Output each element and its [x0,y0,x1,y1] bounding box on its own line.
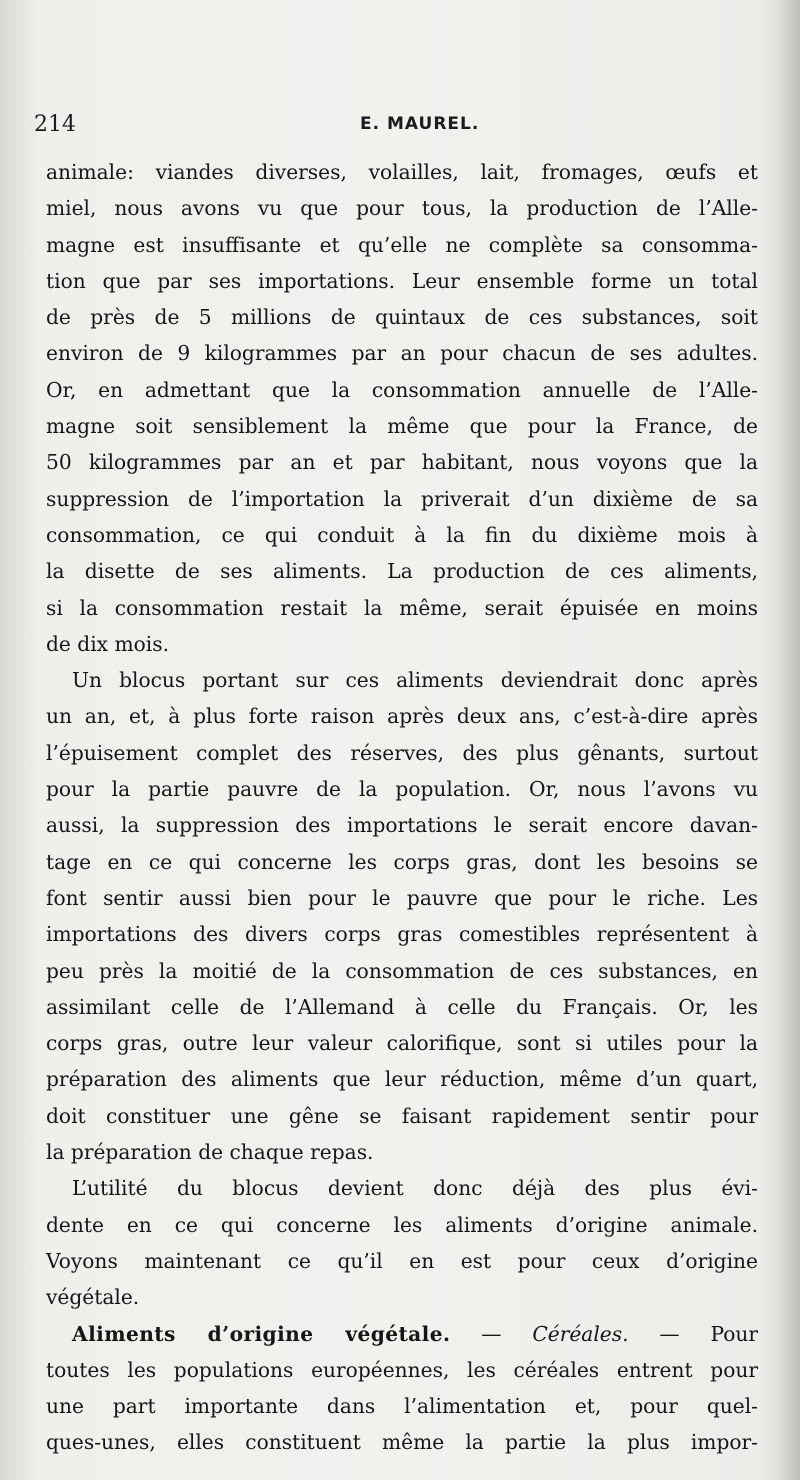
text-line: toutes les populations européennes, les céréales entrent pour [46,1357,758,1382]
text-line: tage en ce qui concerne les corps gras, dont les besoins se [46,849,758,874]
text-line: la préparation de chaque repas. [46,1140,374,1165]
section-heading-rest: Pour [710,1321,759,1346]
text-line: environ de 9 kilogrammes par an pour chacun de ses adultes. [46,341,758,366]
text-line: L’utilité du blocus devient donc déjà des plus évi- [72,1176,758,1201]
text-line: Or, en admettant que la consommation annuelle de l’Alle- [46,377,758,402]
text-line: préparation des aliments que leur réduction, même d’un quart, [46,1067,758,1092]
body-text [46,154,758,1461]
text-line: 50 kilogrammes par an et par habitant, nous voyons que la [46,450,758,475]
text-line: Un blocus portant sur ces aliments deviendrait donc après [72,668,758,693]
section-heading-title: Aliments d’origine végétale. [72,1321,451,1346]
text-line: la disette de ses aliments. La production de ces aliments, [46,559,758,584]
text-line: magne est insuffisante et qu’elle ne complète sa consomma- [46,232,758,257]
text-line: doit constituer une gêne se faisant rapidement sentir pour [46,1103,758,1128]
section-heading-line [46,1316,758,1352]
page-header [34,112,754,142]
text-line: importations des divers corps gras comestibles représentent à [46,922,758,947]
text-line: végétale. [46,1285,140,1310]
text-line: Voyons maintenant ce qu’il en est pour ceux d’origine [46,1248,758,1273]
text-line: font sentir aussi bien pour le pauvre que pour le riche. Les [46,885,758,910]
text-line: suppression de l’importation la priverait d’un dixième de sa [46,486,758,511]
text-line: peu près la moitié de la consommation de ces substances, en [46,958,758,983]
text-line: animale: viandes diverses, volailles, lait, fromages, œufs et [46,160,758,184]
text-line: ques-unes, elles constituent même la partie la plus impor- [46,1430,758,1455]
heading-separator: — [450,1321,533,1346]
text-line: assimilant celle de l’Allemand à celle du Français. Or, les [46,994,758,1019]
text-line: aussi, la suppression des importations le serait encore davan- [46,813,758,838]
text-line: consommation, ce qui conduit à la fin du dixième mois à [46,522,758,547]
text-line: tion que par ses importations. Leur ensemble forme un total [46,268,758,293]
text-line: un an, et, à plus forte raison après deux ans, c’est-à-dire après [46,704,758,729]
text-line: de dix mois. [46,631,169,656]
text-line: pour la partie pauvre de la population. Or, nous l’avons vu [46,777,758,802]
text-line: une part importante dans l’alimentation et, pour quel- [46,1394,758,1419]
text-line: corps gras, outre leur valeur calorifique, sont si utiles pour la [46,1031,758,1056]
running-head: E. MAUREL. [360,114,480,134]
text-line: l’épuisement complet des réserves, des plus gênants, surtout [46,740,758,765]
text-line: dente en ce qui concerne les aliments d’origine animale. [46,1212,758,1237]
text-line: de près de 5 millions de quintaux de ces substances, soit [46,305,758,330]
section-heading-subtitle: Céréales. [532,1321,629,1346]
text-line: miel, nous avons vu que pour tous, la production de l’Alle- [46,196,758,221]
page-number: 214 [34,112,76,137]
heading-separator: — [628,1321,711,1346]
text-line: magne soit sensiblement la même que pour la France, de [46,414,758,439]
text-line: si la consommation restait la même, serait épuisée en moins [46,595,758,620]
page-edge-shadow [778,0,800,1480]
